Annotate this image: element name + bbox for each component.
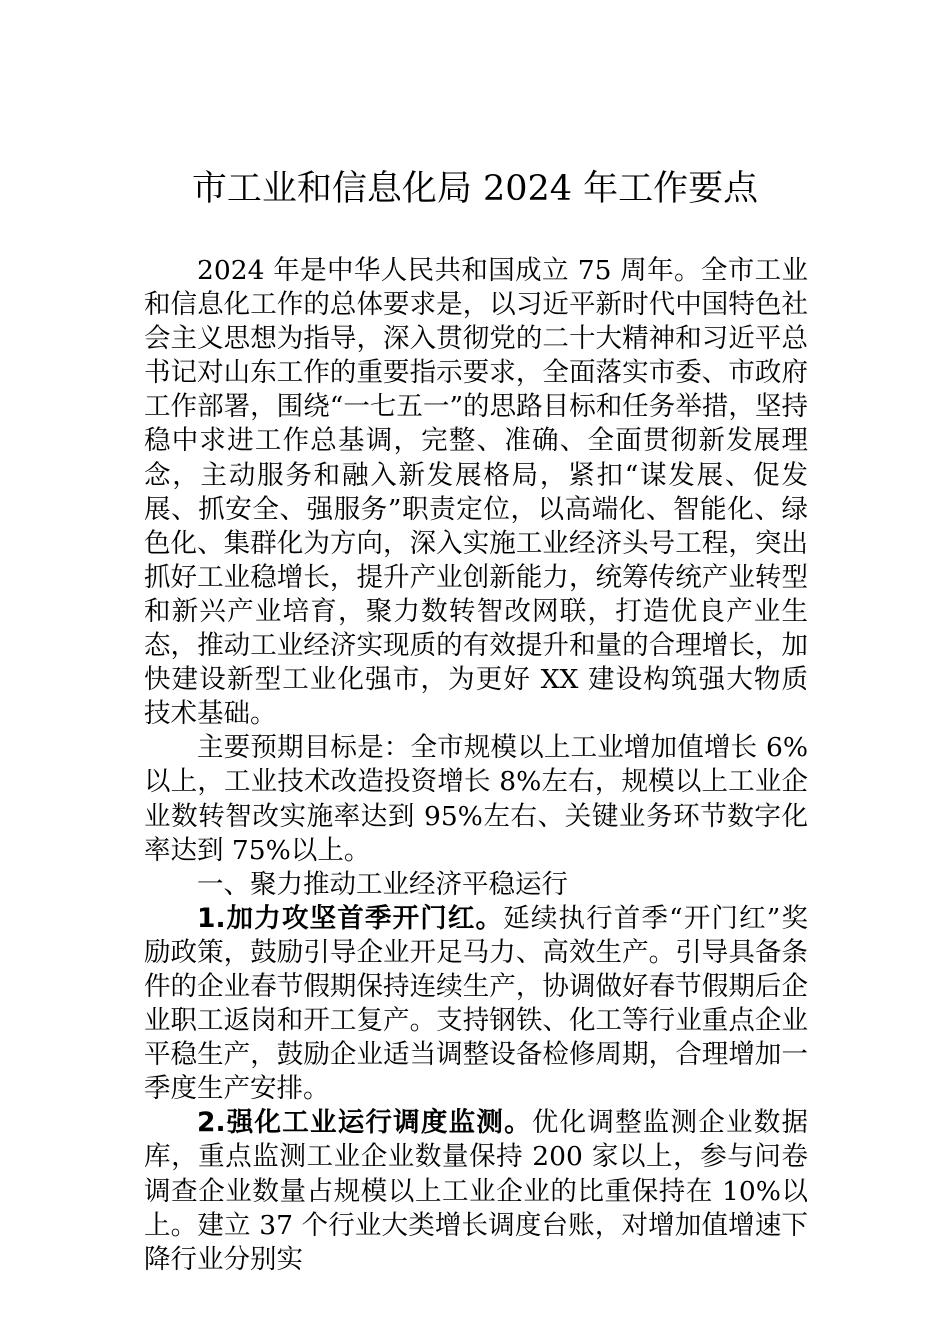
paragraph-text: 优化调整监测企业数据库，重点监测工业企业数量保持 200 家以上，参与问卷调查企业数量占规模以上工业企业的比重保持在 10%以上。建立 37 个行业大类增长调度台账，对增加值增速下降行业分别实 bbox=[144, 1107, 808, 1275]
paragraph-item-1 bbox=[144, 902, 808, 1107]
document-title: 市工业和信息化局 2024 年工作要点 bbox=[191, 169, 759, 209]
section-heading-1 bbox=[144, 868, 808, 902]
document-body bbox=[144, 254, 808, 1277]
paragraph-text: 主要预期目标是：全市规模以上工业增加值增长 6%以上，工业技术改造投资增长 8%左右，规模以上工业企业数转智改实施率达到 95%左右、关键业务环节数字化率达到 75%以上。 bbox=[144, 732, 808, 866]
paragraph-text: 一、聚力推动工业经济平稳运行 bbox=[197, 868, 568, 900]
paragraph-overall-requirements bbox=[144, 254, 808, 731]
paragraph-expected-targets bbox=[144, 731, 808, 867]
paragraph-text: 2024 年是中华人民共和国成立 75 周年。全市工业和信息化工作的总体要求是，以习近平新时代中国特色社会主义思想为指导，深入贯彻党的二十大精神和习近平总书记对山东工作的重要指示要求，全面落实市委、市政府工作部署，围绕“一七五一”的思路目标和任务举措，坚持稳中求进工作总基调，完整、准确、全面贯彻新发展理念，主动服务和融入新发展格局，紧扣“谋发展、促发展、抓安全、强服务”职责定位，以高端化、智能化、绿色化、集群化为方向，深入实施工业经济头号工程，突出抓好工业稳增长，提升产业创新能力，统筹传统产业转型和新兴产业培育，聚力数转智改网联，打造优良产业生态，推动工业经济实现质的有效提升和量的合理增长，加快建设新型工业化强市，为更好 XX 建设构筑强大物质技术基础。 bbox=[144, 255, 808, 730]
paragraph-text: 延续执行首季“开门红”奖励政策，鼓励引导企业开足马力、高效生产。引导具备条件的企业春节假期保持连续生产，协调做好春节假期后企业职工返岗和开工复产。支持钢铁、化工等行业重点企业平稳生产，鼓励企业适当调整设备检修周期，合理增加一季度生产安排。 bbox=[144, 902, 808, 1105]
paragraph-lead: 1.加力攻坚首季开门红。 bbox=[197, 902, 504, 934]
paragraph-item-2 bbox=[144, 1106, 808, 1276]
paragraph-lead: 2.强化工业运行调度监测。 bbox=[197, 1107, 532, 1139]
